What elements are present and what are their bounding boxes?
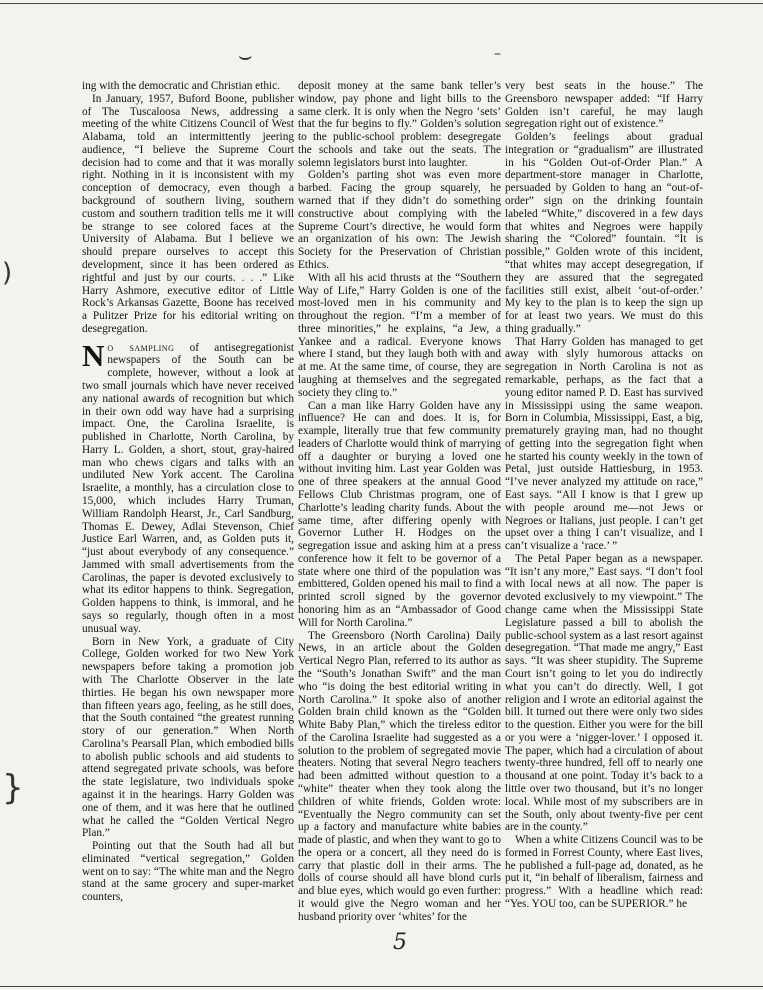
paragraph: very best seats in the house.” The Greensboro newspaper added: “If Harry Golden isn’t careful, he may laugh segregation right out of existence.” [505, 80, 703, 131]
paragraph: Golden’s feelings about gradual integration or “gradualism” are illustrated in his “Golden Out-of-Order Plan.” A department-store manager in Charlotte, persuaded by Golden to hang an “out-of-order” sign on the drinking fountain labeled “White,” discovered in a few days that whites and Negroes were happily sharing the “Colored” fountain. “It is possible,” Golden wrote of this incident, “that whites may accept desegregation, if they are assured that the segregated facilities still exist, albeit ‘out-of-order.’ My key to the plan is to keep the sign up for at least two years. We must do this thing gradually.” [505, 131, 703, 335]
top-rule [0, 3, 763, 4]
margin-bracket-upper: ) [2, 258, 13, 288]
section-opening-paragraph [82, 337, 294, 636]
small-caps-lead: o sampling [107, 341, 175, 354]
paragraph: Pointing out that the South had all but eliminated “vertical segregation,” Golden went on to say: “The white man and the Negro stand at the same grocery and super-market counters, [82, 840, 294, 904]
article-column-1 [82, 80, 294, 904]
drop-cap: N [82, 337, 105, 373]
article-column-3 [505, 80, 703, 911]
page-number: 5 [393, 930, 407, 955]
paragraph: Golden’s parting shot was even more barbed. Facing the group squarely, he warned that if they didn’t do something constructive about complying with the Supreme Court’s directive, he would form an organization of his own: The Jewish Society for the Preservation of Christian Ethics. [298, 169, 501, 271]
pen-mark-top-left: ⌣ [238, 44, 253, 69]
paragraph: That Harry Golden has managed to get away with slyly humorous attacks on segregation in North Carolina is not as remarkable, perhaps, as the fact that a young editor named P. D. East has survived in Mississippi using the same weapon. Born in Columbia, Mississippi, East, a big, prematurely graying man, had no thought of getting into the segregation fight when he started his county weekly in the town of Petal, just outside Hattiesburg, in 1953. “I’ve never analyzed my attitude on race,” East says. “All I know is that I grew up with people around me—not Jews or Negroes or Italians, just people. I can’t get upset over a thing I can’t visualize, and I can’t visualize a ‘race.’ ” [505, 335, 703, 553]
article-column-2 [298, 80, 501, 924]
paragraph: The Petal Paper began as a newspaper. “It isn’t any more,” East says. “I don’t fool with local news at all now. The paper is devoted exclusively to my viewpoint.” The change came when the Mississippi State Legislature passed a bill to abolish the public-school system as a last resort against desegregation. “That made me angry,” East says. “It was sheer stupidity. The Supreme Court isn’t going to let you do indirectly what you can’t do directly. Well, I got religion and I wrote an editorial against the bill. It turned out there were only two sides to the question. Either you were for the bill or you were a ‘nigger-lover.’ I opposed it. The paper, which had a circulation of about twenty-three hundred, fell off to nearly one thousand at one point. Today it’s back to a little over two thousand, but it’s no longer local. While most of my subscribers are in the South, only about twenty-five per cent are in the county.” [505, 552, 703, 834]
paragraph: deposit money at the same bank teller’s window, pay phone and light bills to the same clerk. It is only when the Negro ‘sets’ that the fur begins to fly.” Golden’s solution to the public-school problem: desegregate the schools and take out the seats. The solemn legislators burst into laughter. [298, 80, 501, 169]
margin-bracket-lower: } [2, 768, 24, 808]
paragraph-text: of antisegregationist newspapers of the South can be complete, however, without a look at two small journals which have never received any national awards of recognition but which in their own odd way have had a surprising impact. One, the Carolina Israelite, is published in Charlotte, North Carolina, by Harry L. Golden, a short, stout, gray-haired man who chews cigars and talks with an undiluted New York accent. The Carolina Israelite, a monthly, has a circulation close to 15,000, which includes Harry Truman, William Randolph Hearst, Jr., Carl Sandburg, Thomas E. Dewey, Adlai Stevenson, Chief Justice Earl Warren, and, as Golden puts it, “just about everybody of any consequence.” Jammed with small advertisements from the Carolinas, the paper is devoted exclusively to what its editor happens to think. Segregation, Golden happens to think, is immoral, and he says so regularly, though often in a most unusual way. [82, 341, 294, 635]
paragraph: In January, 1957, Buford Boone, publisher of The Tuscaloosa News, addressing a meeting of the white Citizens Council of West Alabama, told an intermittently jeering audience, “I believe the Supreme Court decision had to come and that it was morally right. Nothing in it is inconsistent with my conception of democracy, even though a background of southern living, southern custom and southern tradition tells me it will be strange to see colored faces at the University of Alabama. But I believe we should prepare ourselves to accept this development, since it has been ordered as rightful and just by our courts. . . .” Like Harry Ashmore, executive editor of Little Rock’s Arkansas Gazette, Boone has received a Pulitzer Prize for his editorial writing on desegregation. [82, 92, 294, 335]
paragraph: Born in New York, a graduate of City College, Golden worked for two New York newspapers before taking a promotion job with The Charlotte Observer in the late thirties. He began his own newspaper more than fifteen years ago, feeling, as he still does, that the South contained “the greatest running story of our generation.” When North Carolina’s Pearsall Plan, which embodied bills to abolish public schools and aid students to attend segregated private schools, was before the state legislature, two individuals spoke against it in the hearings. Harry Golden was one of them, and it was here that he outlined what he called the “Golden Vertical Negro Plan.” [82, 635, 294, 840]
bottom-rule [0, 986, 763, 987]
pen-mark-top-right: – [494, 46, 501, 62]
paragraph: Can a man like Harry Golden have any influence? He can and does. It is, for example, literally true that few community leaders of Charlotte would think of marrying off a daughter or burying a loved one without inviting him. Last year Golden was one of three speakers at the annual Good Fellows Club Christmas program, one of Charlotte’s leading charity funds. About the same time, after differing openly with Governor Luther H. Hodges on the segregation issue and asking him at a press conference how it felt to be governor of a state where one third of the population was embittered, Golden opened his mail to find a printed scroll signed by the governor honoring him as an “Ambassador of Good Will for North Carolina.” [298, 399, 501, 629]
paragraph: When a white Citizens Council was to be formed in Forrest County, where East lives, he published a full-page ad, donated, as he put it, “in behalf of liberalism, fairness and progress.” With a headline which read: “Yes. YOU too, can be SUPERIOR.” he [505, 834, 703, 910]
paragraph: The Greensboro (North Carolina) Daily News, in an article about the Golden Vertical Negro Plan, referred to its author as the “South’s Jonathan Swift” and the man who “is doing the best editorial writing in North Carolina.” It spoke also of another Golden brain child known as the “Golden White Baby Plan,” which the tireless editor of the Carolina Israelite had suggested as a solution to the problem of segregated movie theaters. Noting that several Negro teachers had been admitted without question to a “white” theater when they took along the children of white friends, Golden wrote: “Eventually the Negro community can set up a factory and manufacture white babies made of plastic, and when they want to go to the opera or a concert, all they need do is carry that plastic doll in their arms. The dolls of course should all have blond curls and blue eyes, which would go even further: it would give the Negro woman and her husband priority over ‘whites’ for the [298, 629, 501, 923]
paragraph: ing with the democratic and Christian ethic. [82, 80, 280, 92]
paragraph: With all his acid thrusts at the “Southern Way of Life,” Harry Golden is one of the most-loved men in his community and throughout the region. “I’m a member of three minorities,” he explains, “a Jew, a Yankee and a radical. Everyone knows where I stand, but they laugh both with and at me. At the same time, of course, they are laughing at themselves and the segregated society they cling to.” [298, 271, 501, 399]
